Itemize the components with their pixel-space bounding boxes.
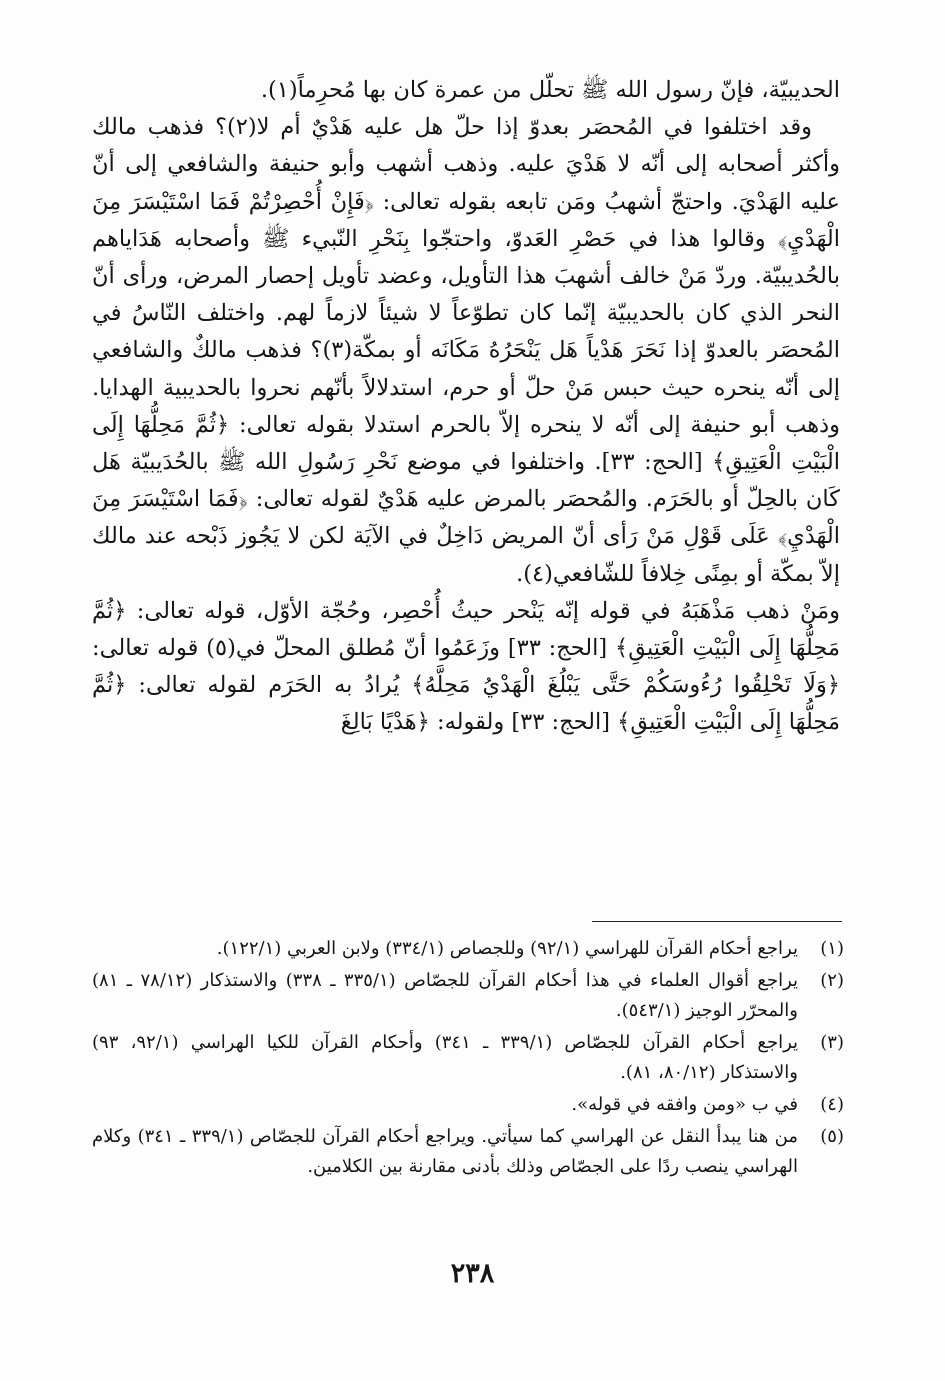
footnote-5 bbox=[92, 1122, 844, 1182]
footnote-text: يراجع أحكام القرآن للجصّاص (٣٣٩/١ ـ ٣٤١) وأحكام القرآن للكيا الهراسي (٩٢/١، ٩٣) والاستذكار (٨٠/١٢، ٨١). bbox=[92, 1032, 799, 1083]
footnotes bbox=[92, 934, 844, 1184]
footnote-text: في ب «ومن وافقه في قوله». bbox=[571, 1094, 798, 1115]
paragraph-3: ومَنْ ذهب مَذْهَبَهُ في قوله إنّه يَنْحر حيثُ أُحْصِر، وحُجّة الأوّل، قوله تعالى: ﴿ثُمَّ مَحِلُّهَا إِلَى الْبَيْتِ الْعَتِيقِ﴾ [الحج: ٣٣] وزَعَمُوا أنّ مُطلق المحلّ في(٥) قوله تعالى: ﴿وَلَا تَحْلِقُوا رُءُوسَكُمْ حَتَّى يَبْلُغَ الْهَدْيُ مَحِلَّهُ﴾ يُرادُ به الحَرَم لقوله تعالى: ﴿ثُمَّ مَحِلُّهَا إِلَى الْبَيْتِ الْعَتِيقِ﴾ [الحج: ٣٣] ولقوله: ﴿هَدْيًا بَالِغَ bbox=[92, 597, 841, 736]
footnote-number: (٢) bbox=[820, 970, 844, 991]
footnote-4 bbox=[92, 1090, 844, 1120]
footnote-2 bbox=[92, 966, 844, 1026]
footnote-1 bbox=[92, 934, 844, 964]
footnote-text: يراجع أحكام القرآن للهراسي (٩٢/١) وللجصاص (٣٣٤/١) ولابن العربي (١٢٢/١). bbox=[216, 938, 798, 959]
main-text bbox=[92, 72, 840, 742]
footnote-number: (١) bbox=[820, 938, 844, 959]
paragraph-1: الحديبيّة، فإنّ رسول الله ﷺ تحلّل من عمرة كان بها مُحرِماً(١). bbox=[260, 77, 840, 103]
footnote-number: (٤) bbox=[820, 1094, 844, 1115]
footnote-3 bbox=[92, 1028, 844, 1088]
footnote-number: (٥) bbox=[820, 1126, 844, 1147]
footnote-number: (٣) bbox=[820, 1032, 844, 1053]
footnote-text: يراجع أقوال العلماء في هذا أحكام القرآن للجصّاص (٣٣٥/١ ـ ٣٣٨) والاستذكار (٧٨/١٢ ـ ٨١) والمحرّر الوجيز (٥٤٣/١). bbox=[92, 970, 799, 1021]
footnote-divider bbox=[592, 921, 842, 922]
paragraph-2: وقد اختلفوا في المُحصَر بعدوّ إذا حلّ هل عليه هَدْيٌ أم لا(٢)؟ فذهب مالك وأكثر أصحابه إلى أنّه لا هَدْيَ عليه. وذهب أشهب وأبو حنيفة والشافعي إلى أنّ عليه الهَدْيَ. واحتجّ أشهبُ ومَن تابعه بقوله تعالى: ﴿فَإِنْ أُحْصِرْتُمْ فَمَا اسْتَيْسَرَ مِنَ الْهَدْيِ﴾ وقالوا هذا في حَصْرِ العَدوّ، واحتجّوا بِنَحْرِ النّبيء ﷺ وأصحابه هَدَاياهم بالحُديبيّة. وردّ مَنْ خالف أشهبَ هذا التأويل، وعضد تأويل إحصار المرض، ورأى أنّ النحر الذي كان بالحديبيّة إنّما كان تطوّعاً لا شيئاً لازماً لهم. واختلف النّاسُ في المُحصَر بالعدوّ إذا نَحَرَ هَدْياً هَل يَنْحَرُهُ مَكَانَه أو بمكّة(٣)؟ فذهب مالكٌ والشافعي إلى أنّه ينحره حيث حبس مَنْ حلّ أو حرم، استدلالاً بأنّهم نحروا بالحديبية الهدايا. وذهب أبو حنيفة إلى أنّه لا ينحره إلاّ بالحرم استدلا بقوله تعالى: ﴿ثُمَّ مَحِلُّهَا إِلَى الْبَيْتِ الْعَتِيقِ﴾ [الحج: ٣٣]. واختلفوا في موضع نَحْرِ رَسُولِ الله ﷺ بالحُدَيبيّة هَل كَان بالحِلّ أو بالحَرَم. والمُحصَر بالمرض عليه هَدْيٌ لقوله تعالى: ﴿فَمَا اسْتَيْسَرَ مِنَ الْهَدْيِ﴾ عَلَى قَوْلِ مَنْ رَأى أنّ المريض دَاخِلٌ في الآيَة لكن لا يَجُوز ذَبْحه عند مالك إلاّ بمكّة أو بمِنًى خِلافاً للشّافعي(٤). bbox=[92, 114, 840, 587]
footnote-text: من هنا يبدأ النقل عن الهراسي كما سيأتي. ويراجع أحكام القرآن للجصّاص (٣٣٩/١ ـ ٣٤١) وكلام الهراسي ينصب ردًا على الجصّاص وذلك بأدنى مقارنة بين الكلامين. bbox=[92, 1126, 798, 1177]
page-number: ٢٣٨ bbox=[450, 1258, 495, 1289]
